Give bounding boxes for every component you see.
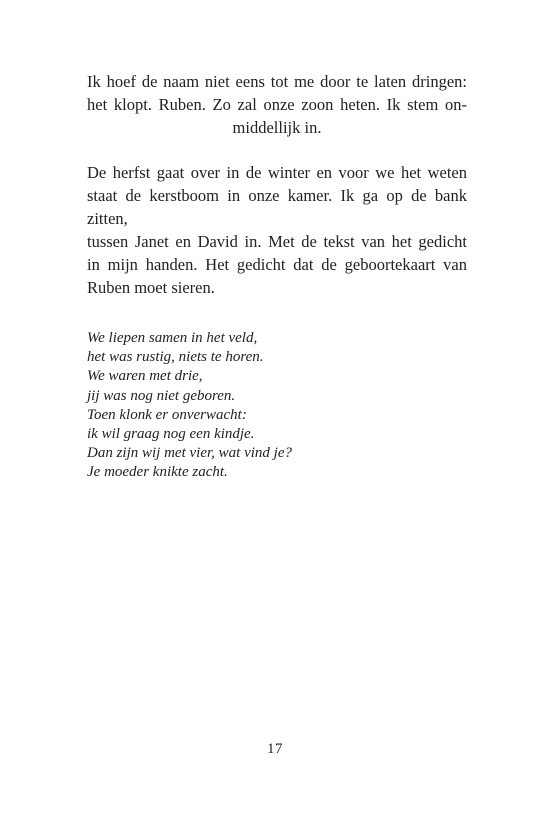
poem-line: Dan zijn wij met vier, wat vind je?: [87, 445, 292, 462]
poem-line: Toen klonk er onverwacht:: [87, 406, 247, 423]
text-line: in mijn handen. Het gedicht dat de geboortekaart van: [87, 255, 467, 274]
poem-line: Je moeder knikte zacht.: [87, 464, 228, 481]
text-line: Ik hoef de naam niet eens tot me door te laten dringen:: [87, 72, 467, 91]
poem-line: het was rustig, niets te horen.: [87, 349, 264, 366]
text-line: staat de kerstboom in onze kamer. Ik ga op de bank zitten,: [87, 186, 467, 228]
paragraph-1: [87, 70, 467, 139]
poem: [87, 329, 292, 483]
poem-line: ik wil graag nog een kindje.: [87, 426, 255, 443]
poem-line: jij was nog niet geboren.: [87, 387, 236, 404]
text-line: De herfst gaat over in de winter en voor we het weten: [87, 163, 467, 182]
text-line: tussen Janet en David in. Met de tekst van het gedicht: [87, 232, 467, 251]
page-number: 17: [267, 741, 283, 757]
text-line: het klopt. Ruben. Zo zal onze zoon heten. Ik stem on-: [87, 95, 467, 114]
text-line: middellijk in.: [232, 118, 322, 137]
text-line: Ruben moet sieren.: [87, 278, 215, 297]
poem-line: We liepen samen in het veld,: [87, 330, 258, 346]
poem-line: We waren met drie,: [87, 368, 203, 385]
paragraph-2: [87, 161, 467, 299]
